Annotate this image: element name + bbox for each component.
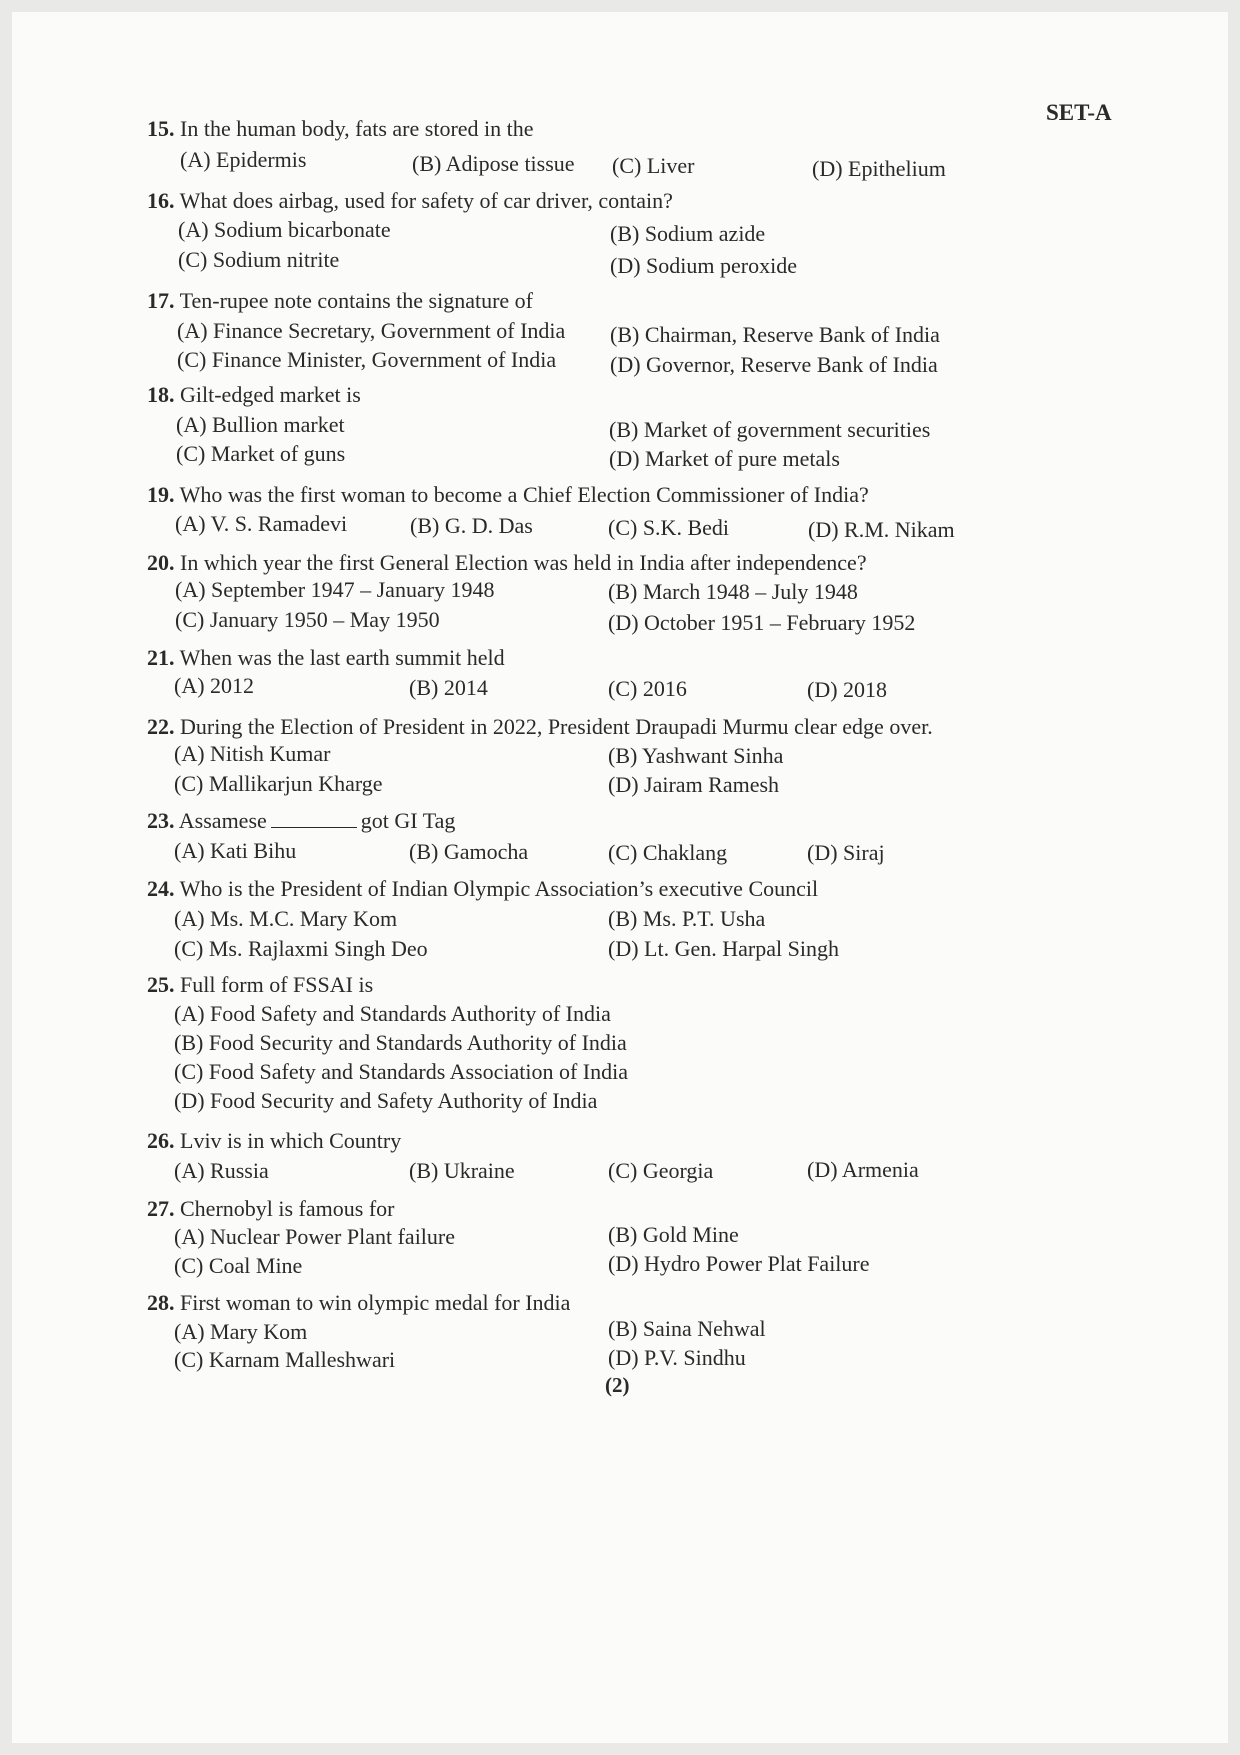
option-c: (C) January 1950 – May 1950 <box>175 607 440 632</box>
question-18 <box>147 380 361 410</box>
option-d: (D) P.V. Sindhu <box>608 1345 746 1370</box>
option-c: (C) Finance Minister, Government of India <box>177 347 557 372</box>
question-26 <box>147 1126 401 1156</box>
option-d: (D) Siraj <box>807 840 885 865</box>
option-a: (A) V. S. Ramadevi <box>175 511 348 536</box>
option-c: (C) Sodium nitrite <box>178 247 340 272</box>
option-d: (D) R.M. Nikam <box>808 517 955 542</box>
option-b: (B) G. D. Das <box>410 513 533 538</box>
option-a: (A) Ms. M.C. Mary Kom <box>174 906 398 931</box>
option-a: (A) Sodium bicarbonate <box>178 217 391 242</box>
question-16 <box>147 186 673 216</box>
option-d: (D) Governor, Reserve Bank of India <box>610 352 938 377</box>
set-label: SET-A <box>1046 100 1112 125</box>
option-d: (D) Food Security and Safety Authority of India <box>174 1088 598 1113</box>
question-number: 20. <box>147 550 175 575</box>
option-d: (D) Jairam Ramesh <box>608 772 780 797</box>
option-a: (A) Finance Secretary, Government of India <box>177 318 566 343</box>
option-c: (C) S.K. Bedi <box>608 515 729 540</box>
question-number: 21. <box>147 645 175 670</box>
question-19 <box>147 480 869 510</box>
question-number: 19. <box>147 482 175 507</box>
option-b: (B) Yashwant Sinha <box>608 743 784 768</box>
option-c: (C) Karnam Malleshwari <box>174 1347 396 1372</box>
question-number: 17. <box>147 288 175 313</box>
question-text: Ten-rupee note contains the signature of <box>179 288 533 313</box>
question-number: 22. <box>147 714 175 739</box>
question-number: 27. <box>147 1196 175 1221</box>
question-24 <box>147 874 818 904</box>
option-a: (A) Bullion market <box>176 412 345 437</box>
question-text-after: got GI Tag <box>360 808 456 833</box>
option-d: (D) Epithelium <box>812 156 946 181</box>
question-number: 16. <box>147 188 175 213</box>
option-a: (A) Epidermis <box>180 147 307 172</box>
question-23 <box>147 806 455 836</box>
question-text: During the Election of President in 2022, President Draupadi Murmu clear edge over. <box>180 714 933 739</box>
question-17 <box>147 286 533 316</box>
question-text-before: Assamese <box>178 808 267 833</box>
option-a: (A) 2012 <box>174 673 255 698</box>
question-number: 26. <box>147 1128 175 1153</box>
option-d: (D) Lt. Gen. Harpal Singh <box>608 936 839 961</box>
option-a: (A) Mary Kom <box>174 1319 308 1344</box>
option-a: (A) Nitish Kumar <box>174 741 331 766</box>
option-d: (D) Sodium peroxide <box>610 253 797 278</box>
question-text: Who is the President of Indian Olympic Association’s executive Council <box>179 876 819 901</box>
option-b: (B) Market of government securities <box>609 417 931 442</box>
option-c: (C) Market of guns <box>176 441 346 466</box>
question-28 <box>147 1288 570 1318</box>
question-number: 23. <box>147 808 175 833</box>
question-number: 28. <box>147 1290 175 1315</box>
question-25 <box>147 970 373 1000</box>
option-c: (C) Liver <box>612 153 695 178</box>
option-b: (B) March 1948 – July 1948 <box>608 579 858 604</box>
option-b: (B) Food Security and Standards Authority of India <box>174 1030 627 1055</box>
option-d: (D) October 1951 – February 1952 <box>608 610 916 635</box>
option-b: (B) Saina Nehwal <box>608 1316 766 1341</box>
option-c: (C) Coal Mine <box>174 1253 303 1278</box>
option-d: (D) Armenia <box>807 1157 919 1182</box>
question-text: Chernobyl is famous for <box>180 1196 395 1221</box>
question-text: In which year the first General Election was held in India after independence? <box>180 550 867 575</box>
page-number: (2) <box>605 1373 630 1397</box>
option-c: (C) 2016 <box>608 676 687 701</box>
option-c: (C) Mallikarjun Kharge <box>174 771 383 796</box>
option-c: (C) Chaklang <box>608 840 728 865</box>
question-21 <box>147 643 505 673</box>
option-b: (B) Ukraine <box>409 1158 515 1183</box>
option-c: (C) Georgia <box>608 1158 714 1183</box>
question-text: Gilt-edged market is <box>180 382 361 407</box>
option-b: (B) Gold Mine <box>608 1222 739 1247</box>
option-b: (B) Sodium azide <box>610 221 766 246</box>
question-number: 15. <box>147 116 175 141</box>
question-text: Full form of FSSAI is <box>180 972 374 997</box>
question-text: Who was the first woman to become a Chief Election Commissioner of India? <box>179 482 869 507</box>
option-b: (B) Ms. P.T. Usha <box>608 906 766 931</box>
question-text: When was the last earth summit held <box>179 645 505 670</box>
question-22 <box>147 712 933 742</box>
option-a: (A) September 1947 – January 1948 <box>175 577 495 602</box>
question-text: First woman to win olympic medal for India <box>180 1290 571 1315</box>
option-c: (C) Ms. Rajlaxmi Singh Deo <box>174 936 428 961</box>
option-b: (B) Chairman, Reserve Bank of India <box>610 322 940 347</box>
question-20 <box>147 548 867 578</box>
question-15 <box>147 114 534 144</box>
option-a: (A) Food Safety and Standards Authority of India <box>174 1001 611 1026</box>
question-text: What does airbag, used for safety of car driver, contain? <box>179 188 673 213</box>
answer-blank <box>271 809 357 828</box>
option-d: (D) 2018 <box>807 677 888 702</box>
question-number: 18. <box>147 382 175 407</box>
option-a: (A) Russia <box>174 1158 269 1183</box>
option-d: (D) Hydro Power Plat Failure <box>608 1251 870 1276</box>
question-number: 25. <box>147 972 175 997</box>
option-a: (A) Kati Bihu <box>174 838 297 863</box>
option-d: (D) Market of pure metals <box>609 446 840 471</box>
option-c: (C) Food Safety and Standards Association of India <box>174 1059 628 1084</box>
option-b: (B) Gamocha <box>409 839 529 864</box>
question-text: Lviv is in which Country <box>180 1128 402 1153</box>
exam-sheet <box>12 12 1228 1743</box>
question-text: In the human body, fats are stored in the <box>180 116 534 141</box>
option-b: (B) Adipose tissue <box>412 151 575 176</box>
option-b: (B) 2014 <box>409 675 488 700</box>
question-number: 24. <box>147 876 175 901</box>
option-a: (A) Nuclear Power Plant failure <box>174 1224 456 1249</box>
question-27 <box>147 1194 394 1224</box>
